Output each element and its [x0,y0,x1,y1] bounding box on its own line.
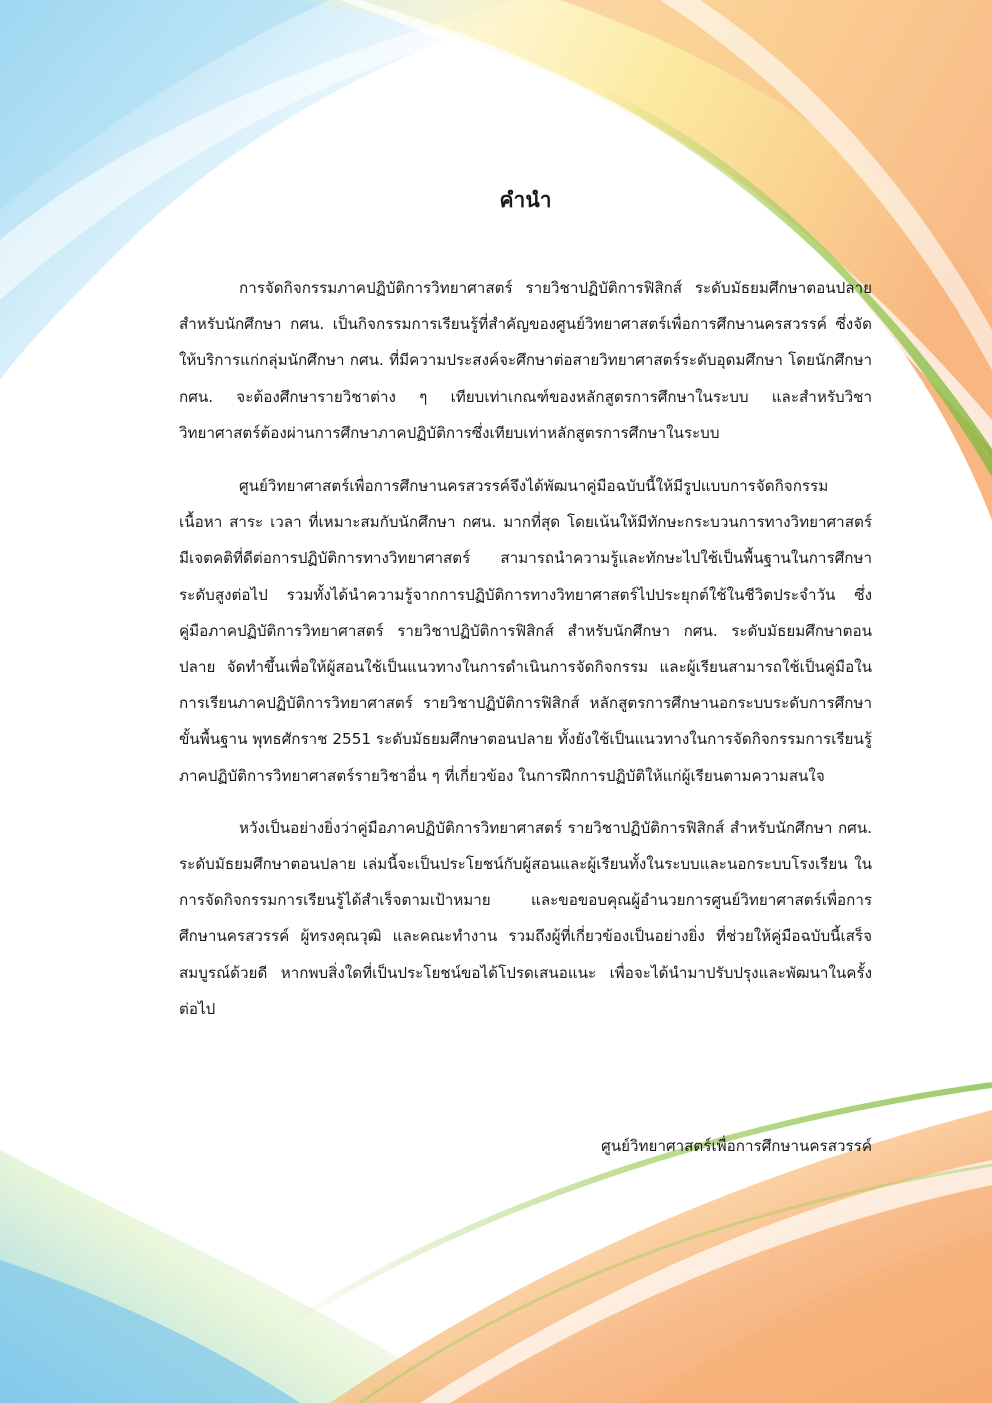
paragraph-acknowledgement: หวังเป็นอย่างยิ่งว่าคู่มือภาคปฏิบัติการวิทยาศาสตร์ รายวิชาปฏิบัติการฟิสิกส์ สำหรับนักศึกษา กศน. ระดับมัธยมศึกษาตอนปลาย เล่มนี้จะเป็นประโยชน์กับผู้สอนและผู้เรียนทั้งในระบบและนอกระบบโรงเรียน ในการจัดกิจกรรมการเรียนรู้ได้สำเร็จตามเป้าหมาย และขอขอบคุณผู้อำนวยการศูนย์วิทยาศาสตร์เพื่อการศึกษานครสวรรค์ ผู้ทรงคุณวุฒิ และคณะทำงาน รวมถึงผู้ที่เกี่ยวข้องเป็นอย่างยิ่ง ที่ช่วยให้คู่มือฉบับนี้เสร็จสมบูรณ์ด้วยดี หากพบสิ่งใดที่เป็นประโยชน์ขอได้โปรดเสนอแนะ เพื่อจะได้นำมาปรับปรุงและพัฒนาในครั้งต่อไป [179,818,872,1018]
document-title: คำนำ [499,188,552,212]
document-signature: ศูนย์วิทยาศาสตร์เพื่อการศึกษานครสวรรค์ [601,1137,872,1155]
document-body [179,180,872,1041]
paragraph-intro: การจัดกิจกรรมภาคปฏิบัติการวิทยาศาสตร์ รายวิชาปฏิบัติการฟิสิกส์ ระดับมัธยมศึกษาตอนปลาย สำหรับนักศึกษา กศน. เป็นกิจกรรมการเรียนรู้ที่สำคัญของศูนย์วิทยาศาสตร์เพื่อการศึกษานครสวรรค์ ซึ่งจัดให้บริการแก่กลุ่มนักศึกษา กศน. ที่มีความประสงค์จะศึกษาต่อสายวิทยาศาสตร์ระดับอุดมศึกษา โดยนักศึกษา กศน. จะต้องศึกษารายวิชาต่าง ๆ เทียบเท่าเกณฑ์ของหลักสูตรการศึกษาในระบบ และสำหรับวิชาวิทยาศาสตร์ต้องผ่านการศึกษาภาคปฏิบัติการซึ่งเทียบเท่าหลักสูตรการศึกษาในระบบ [179,279,872,442]
paragraph-purpose: ศูนย์วิทยาศาสตร์เพื่อการศึกษานครสวรรค์จึงได้พัฒนาคู่มือฉบับนี้ให้มีรูปแบบการจัดกิจกรรม เนื้อหา สาระ เวลา ที่เหมาะสมกับนักศึกษา กศน. มากที่สุด โดยเน้นให้มีทักษะกระบวนการทางวิทยาศาสตร์ มีเจตคติที่ดีต่อการปฏิบัติการทางวิทยาศาสตร์ สามารถนำความรู้และทักษะไปใช้เป็นพื้นฐานในการศึกษาระดับสูงต่อไป รวมทั้งได้นำความรู้จากการปฏิบัติการทางวิทยาศาสตร์ไปประยุกต์ใช้ในชีวิตประจำวัน ซึ่งคู่มือภาคปฏิบัติการวิทยาศาสตร์ รายวิชาปฏิบัติการฟิสิกส์ สำหรับนักศึกษา กศน. ระดับมัธยมศึกษาตอนปลาย จัดทำขึ้นเพื่อให้ผู้สอนใช้เป็นแนวทางในการดำเนินการจัดกิจกรรม และผู้เรียนสามารถใช้เป็นคู่มือในการเรียนภาคปฏิบัติการวิทยาศาสตร์ รายวิชาปฏิบัติการฟิสิกส์ หลักสูตรการศึกษานอกระบบระดับการศึกษาขั้นพื้นฐาน พุทธศักราช 2551 ระดับมัธยมศึกษาตอนปลาย ทั้งยังใช้เป็นแนวทางในการจัดกิจกรรมการเรียนรู้ภาคปฏิบัติการวิทยาศาสตร์รายวิชาอื่น ๆ ที่เกี่ยวข้อง ในการฝึกการปฏิบัติให้แก่ผู้เรียนตามความสนใจ [179,477,872,785]
